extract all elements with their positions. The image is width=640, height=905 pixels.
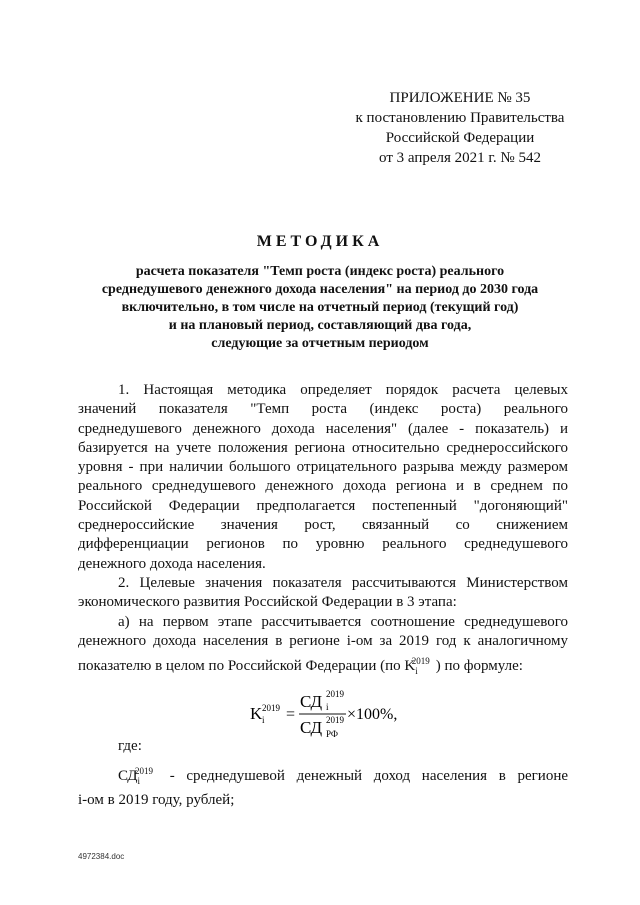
file-footer: 4972384.doc: [78, 852, 125, 861]
text-line: i-ом в 2019 году, рублей;: [78, 792, 235, 809]
definition-1: [78, 762, 568, 811]
text-line: 2. Целевые значения показателя рассчитываются Министерством: [118, 575, 568, 591]
text-line: [78, 762, 568, 791]
formula-k: K: [250, 704, 263, 723]
formula-sub: i: [262, 715, 265, 725]
paragraph-3: [78, 613, 568, 681]
paragraph-2: [78, 574, 568, 613]
text-line: среднедушевого денежного дохода населения" (далее - показатель) и: [78, 420, 568, 437]
subtitle-line: следующие за отчетным периодом: [211, 336, 429, 351]
text-fragment: показателю в целом по Российской Федерации (по: [78, 657, 401, 674]
text-line: базируется на учете положения региона относительно среднероссийского: [78, 439, 568, 456]
annex-header: [340, 88, 580, 168]
text-line: среднероссийские значения рост, связанный со снижением: [78, 517, 568, 534]
formula-times: ×100%,: [347, 706, 398, 723]
subtitle-line: включительно, в том числе на отчетный период (текущий год): [121, 300, 519, 315]
text-line: денежного дохода населения в регионе i-ом за 2019 год к аналогичному: [78, 633, 568, 650]
formula-num-sup: 2019: [326, 689, 344, 699]
where-label: где:: [118, 738, 142, 754]
inline-formula-symbol: $K_i^{2019}$: [404, 655, 430, 676]
paragraph-1: [78, 381, 568, 574]
formula-svg: [248, 685, 448, 745]
text-fragment: ) по формуле:: [435, 657, 523, 674]
formula-den-sub: РФ: [326, 729, 338, 739]
formula-eq: =: [286, 706, 296, 723]
subtitle-line: расчета показателя "Темп роста (индекс роста) реального: [135, 264, 505, 279]
annex-number: ПРИЛОЖЕНИЕ № 35: [389, 90, 531, 106]
text-line: денежного дохода населения.: [78, 555, 266, 572]
text-line: экономического развития Российской Федерации в 3 этапа:: [78, 594, 457, 611]
subtitle-line: и на плановый период, составляющий два года,: [168, 318, 472, 333]
formula-numerator: СД: [300, 692, 323, 711]
text-line: реального среднедушевого денежного дохода региона и в среднем по: [78, 478, 568, 495]
annex-date: от 3 апреля 2021 г. № 542: [379, 150, 541, 166]
text-line: Российской Федерации предполагается постепенный "догоняющий": [78, 497, 568, 514]
def-text: - среднедушевой денежный доход населения в регионе: [169, 768, 569, 784]
annex-resolution: к постановлению Правительства: [355, 110, 565, 126]
formula-k-ratio: [248, 685, 448, 745]
formula-num-sub: i: [326, 702, 329, 712]
text-line: дифференциации регионов по уровню реального среднедушевого: [78, 536, 568, 553]
text-line: 1. Настоящая методика определяет порядок расчета целевых: [118, 382, 568, 398]
subtitle-line: среднедушевого денежного дохода населения" на период до 2030 года: [101, 282, 539, 297]
text-line: [78, 652, 568, 681]
def-symbol: $СД_i^{2019}$: [118, 766, 154, 786]
formula-denominator: СД: [300, 718, 323, 737]
text-line: уровня - при наличии большого отрицательного разрыва между размером: [78, 459, 568, 476]
formula-den-sup: 2019: [326, 715, 344, 725]
formula-sup: 2019: [262, 703, 280, 713]
text-line: а) на первом этапе рассчитывается соотношение среднедушевого: [118, 614, 568, 630]
document-subtitle: [70, 263, 570, 353]
document-title: МЕТОДИКА: [256, 233, 384, 250]
annex-federation: Российской Федерации: [385, 130, 535, 146]
text-line: значений показателя "Темп роста (индекс роста) реального: [78, 401, 568, 418]
